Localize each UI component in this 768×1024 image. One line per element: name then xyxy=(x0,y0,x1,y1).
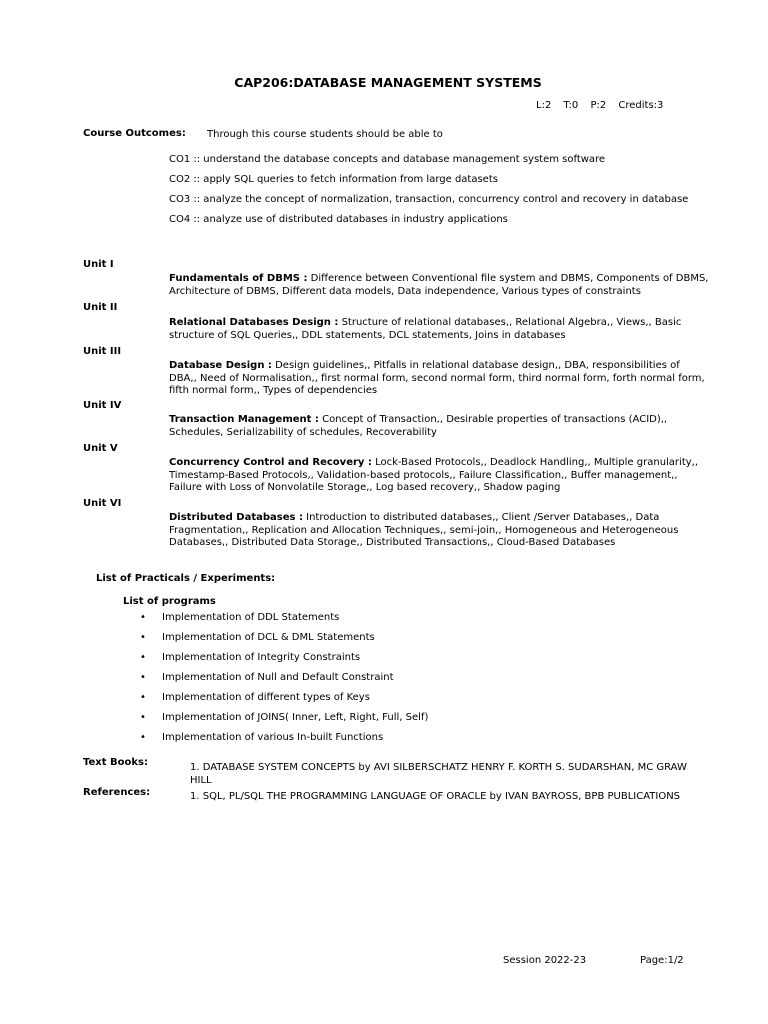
program-label: Implementation of DDL Statements xyxy=(162,612,340,623)
unit-topics: Concept of Transaction,, Desirable properties of transactions (ACID),, Schedules, Serializability of schedules, Recoverability xyxy=(169,414,668,438)
unit-label: Unit III xyxy=(83,346,122,357)
course-outcome-item: CO3 :: analyze the concept of normalization, transaction, concurrency control and recovery in database xyxy=(169,194,689,205)
practicals-heading: List of Practicals / Experiments: xyxy=(96,573,276,584)
credit-count: Credits:3 xyxy=(618,100,664,111)
bullet-icon: • xyxy=(140,632,146,643)
course-outcome-item: CO1 :: understand the database concepts and database management system software xyxy=(169,154,606,165)
bullet-icon: • xyxy=(140,652,146,663)
tutorial-hours: T:0 xyxy=(563,100,579,111)
reference-item: 1. SQL, PL/SQL THE PROGRAMMING LANGUAGE OF ORACLE by IVAN BAYROSS, BPB PUBLICATIONS xyxy=(190,791,681,802)
unit-content xyxy=(169,457,709,495)
unit-title: Fundamentals of DBMS : xyxy=(169,273,308,284)
text-book-item: 1. DATABASE SYSTEM CONCEPTS by AVI SILBERSCHATZ HENRY F. KORTH S. SUDARSHAN, MC GRAW HILL xyxy=(190,762,687,786)
unit-title: Concurrency Control and Recovery : xyxy=(169,457,372,468)
course-outcomes-label: Course Outcomes: xyxy=(83,128,186,139)
program-label: Implementation of various In-built Functions xyxy=(162,732,384,743)
unit-content xyxy=(169,360,709,398)
unit-label: Unit IV xyxy=(83,400,122,411)
text-books-label: Text Books: xyxy=(83,757,148,768)
program-label: Implementation of Integrity Constraints xyxy=(162,652,361,663)
list-item xyxy=(140,612,428,632)
unit-topics: Lock-Based Protocols,, Deadlock Handling,, Multiple granularity,, Timestamp-Based Protocols,, Validation-based protocols,, Failure Classification,, Buffer management,, Failure with Loss of Nonvolatile Storage,, Log based recovery,, Shadow paging xyxy=(169,457,699,493)
credits-line xyxy=(536,100,663,113)
unit-content xyxy=(169,273,709,298)
course-outcome-item: CO4 :: analyze use of distributed databases in industry applications xyxy=(169,214,508,225)
list-item xyxy=(140,732,428,752)
bullet-icon: • xyxy=(140,672,146,683)
unit-label: Unit II xyxy=(83,302,118,313)
list-item xyxy=(140,652,428,672)
list-item xyxy=(140,672,428,692)
list-item xyxy=(140,692,428,712)
unit-title: Transaction Management : xyxy=(169,414,319,425)
practical-hours: P:2 xyxy=(590,100,607,111)
unit-label: Unit V xyxy=(83,443,118,454)
programs-subheading: List of programs xyxy=(123,596,216,607)
unit-label: Unit VI xyxy=(83,498,122,509)
page-title: CAP206:DATABASE MANAGEMENT SYSTEMS xyxy=(234,75,542,90)
bullet-icon: • xyxy=(140,732,146,743)
unit-content xyxy=(169,317,709,342)
unit-topics: Introduction to distributed databases,, Client /Server Databases,, Data Fragmentation,, Replication and Allocation Techniques,, semi-join,, Homogeneous and Heterogeneous Databases,, Distributed Data Storage,, Distributed Transactions,, Cloud-Based Databases xyxy=(169,512,679,548)
list-item xyxy=(140,712,428,732)
unit-content xyxy=(169,512,709,550)
page-number: Page:1/2 xyxy=(640,955,684,966)
program-label: Implementation of DCL & DML Statements xyxy=(162,632,375,643)
programs-list xyxy=(140,612,428,752)
program-label: Implementation of JOINS( Inner, Left, Right, Full, Self) xyxy=(162,712,429,723)
program-label: Implementation of different types of Keys xyxy=(162,692,370,703)
bullet-icon: • xyxy=(140,692,146,703)
unit-content xyxy=(169,414,709,439)
course-outcomes-intro: Through this course students should be able to xyxy=(207,129,443,140)
unit-label: Unit I xyxy=(83,259,114,270)
unit-topics: Structure of relational databases,, Relational Algebra,, Views,, Basic structure of SQL Queries,, DDL statements, DCL statements, Joins in databases xyxy=(169,317,682,341)
course-outcomes-list xyxy=(169,154,689,234)
bullet-icon: • xyxy=(140,612,146,623)
unit-topics: Design guidelines,, Pitfalls in relational database design,, DBA, responsibilities of DBA,, Need of Normalisation,, first normal form, second normal form, third normal form, forth normal form, fifth normal form,, Types of dependencies xyxy=(169,360,705,396)
course-outcome-item: CO2 :: apply SQL queries to fetch information from large datasets xyxy=(169,174,498,185)
list-item xyxy=(140,632,428,652)
unit-title: Relational Databases Design : xyxy=(169,317,339,328)
unit-topics: Difference between Conventional file system and DBMS, Components of DBMS, Architecture of DBMS, Different data models, Data independence, Various types of constraints xyxy=(169,273,709,297)
session-label: Session 2022-23 xyxy=(503,955,587,966)
program-label: Implementation of Null and Default Constraint xyxy=(162,672,394,683)
bullet-icon: • xyxy=(140,712,146,723)
references-label: References: xyxy=(83,787,151,798)
lecture-hours: L:2 xyxy=(536,100,552,111)
unit-title: Distributed Databases : xyxy=(169,512,303,523)
unit-title: Database Design : xyxy=(169,360,272,371)
